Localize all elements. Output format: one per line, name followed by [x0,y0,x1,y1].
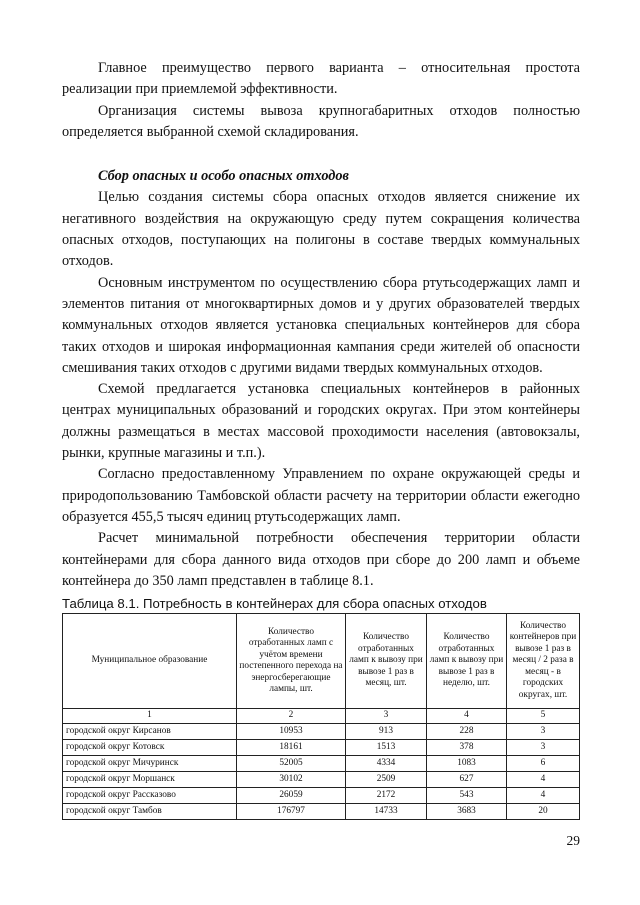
table-cell: 1513 [346,740,427,756]
table-cell: 2509 [346,772,427,788]
paragraph: Основным инструментом по осуществлению сбора ртутьсодержащих ламп и элементов питания от многоквартирных домов и у других образователей твердых коммунальных отходов является установка специальных контейнеров для сбора таких отходов и широкая информационная кампания среди жителей об опасности смешивания таких отходов с другими видами твердых коммунальных отходов. [62,274,580,376]
table-cell: 228 [427,724,507,740]
table-cell: 543 [427,788,507,804]
table-cell: 176797 [237,804,346,820]
table-cell: 3 [507,740,580,756]
paragraph: Расчет минимальной потребности обеспечения территории области контейнерами для сбора данного вида отходов при сборе до 200 ламп и объеме контейнера до 350 ламп представлен в таблице 8.1. [62,530,580,589]
table-cell: 20 [507,804,580,820]
table-cell: 30102 [237,772,346,788]
column-number-row [63,709,580,724]
column-header: Количество контейнеров при вывозе 1 раз в месяц / 2 раза в месяц - в городских округах, шт. [507,614,580,709]
table-row [63,756,580,772]
paragraph: Схемой предлагается установка специальных контейнеров в районных центрах муниципальных образований и городских округах. При этом контейнеры должны размещаться в местах массовой проходимости населения (автовокзалы, рынки, крупные магазины и т.п.). [62,381,580,462]
column-number: 1 [63,709,237,724]
table-cell: городской округ Мичуринск [63,756,237,772]
column-number: 4 [427,709,507,724]
table-cell: 3683 [427,804,507,820]
table-cell: 4 [507,788,580,804]
column-number: 2 [237,709,346,724]
table-row [63,804,580,820]
containers-table [62,613,580,820]
table-row [63,788,580,804]
table-cell: 378 [427,740,507,756]
table-cell: 6 [507,756,580,772]
column-number: 5 [507,709,580,724]
column-header: Количество отработанных ламп с учётом времени постепенного перехода на энергосберегающие лампы, шт. [237,614,346,709]
table-cell: 2172 [346,788,427,804]
table-cell: городской округ Моршанск [63,772,237,788]
table-cell: городской округ Рассказово [63,788,237,804]
table-cell: городской округ Кирсанов [63,724,237,740]
paragraph: Целью создания системы сбора опасных отходов является снижение их негативного воздействия на окружающую среду путем сокращения количества опасных отходов, поступающих на полигоны в составе твердых коммунальных отходов. [62,189,580,270]
intro-paragraphs [62,58,580,143]
column-header: Количество отработанных ламп к вывозу при вывозе 1 раз в неделю, шт. [427,614,507,709]
main-paragraphs [62,187,580,592]
table-row [63,772,580,788]
section-heading: Сбор опасных и особо опасных отходов [98,168,349,185]
table-row [63,740,580,756]
table-cell: 18161 [237,740,346,756]
table-cell: 14733 [346,804,427,820]
paragraph: Главное преимущество первого варианта – относительная простота реализации при приемлемой эффективности. [62,60,580,98]
table-cell: городской округ Котовск [63,740,237,756]
paragraph: Согласно предоставленному Управлением по охране окружающей среды и природопользованию Тамбовской области расчету на территории области ежегодно образуется 455,5 тысяч единиц ртутьсодержащих ламп. [62,466,580,525]
page-body [62,58,580,592]
column-header: Муниципальное образование [63,614,237,709]
column-number: 3 [346,709,427,724]
table-cell: 4334 [346,756,427,772]
table-row [63,724,580,740]
page-number: 29 [566,833,580,848]
table-cell: 10953 [237,724,346,740]
table-cell: 1083 [427,756,507,772]
table-header-row [63,614,580,709]
table-caption: Таблица 8.1. Потребность в контейнерах для сбора опасных отходов [62,596,487,611]
table-cell: 913 [346,724,427,740]
table-cell: 52005 [237,756,346,772]
column-header: Количество отработанных ламп к вывозу при вывозе 1 раз в месяц, шт. [346,614,427,709]
table-cell: 4 [507,772,580,788]
paragraph: Организация системы вывоза крупногабаритных отходов полностью определяется выбранной схемой складирования. [62,102,580,140]
table-cell: 627 [427,772,507,788]
table-cell: 26059 [237,788,346,804]
table-cell: городской округ Тамбов [63,804,237,820]
table-cell: 3 [507,724,580,740]
